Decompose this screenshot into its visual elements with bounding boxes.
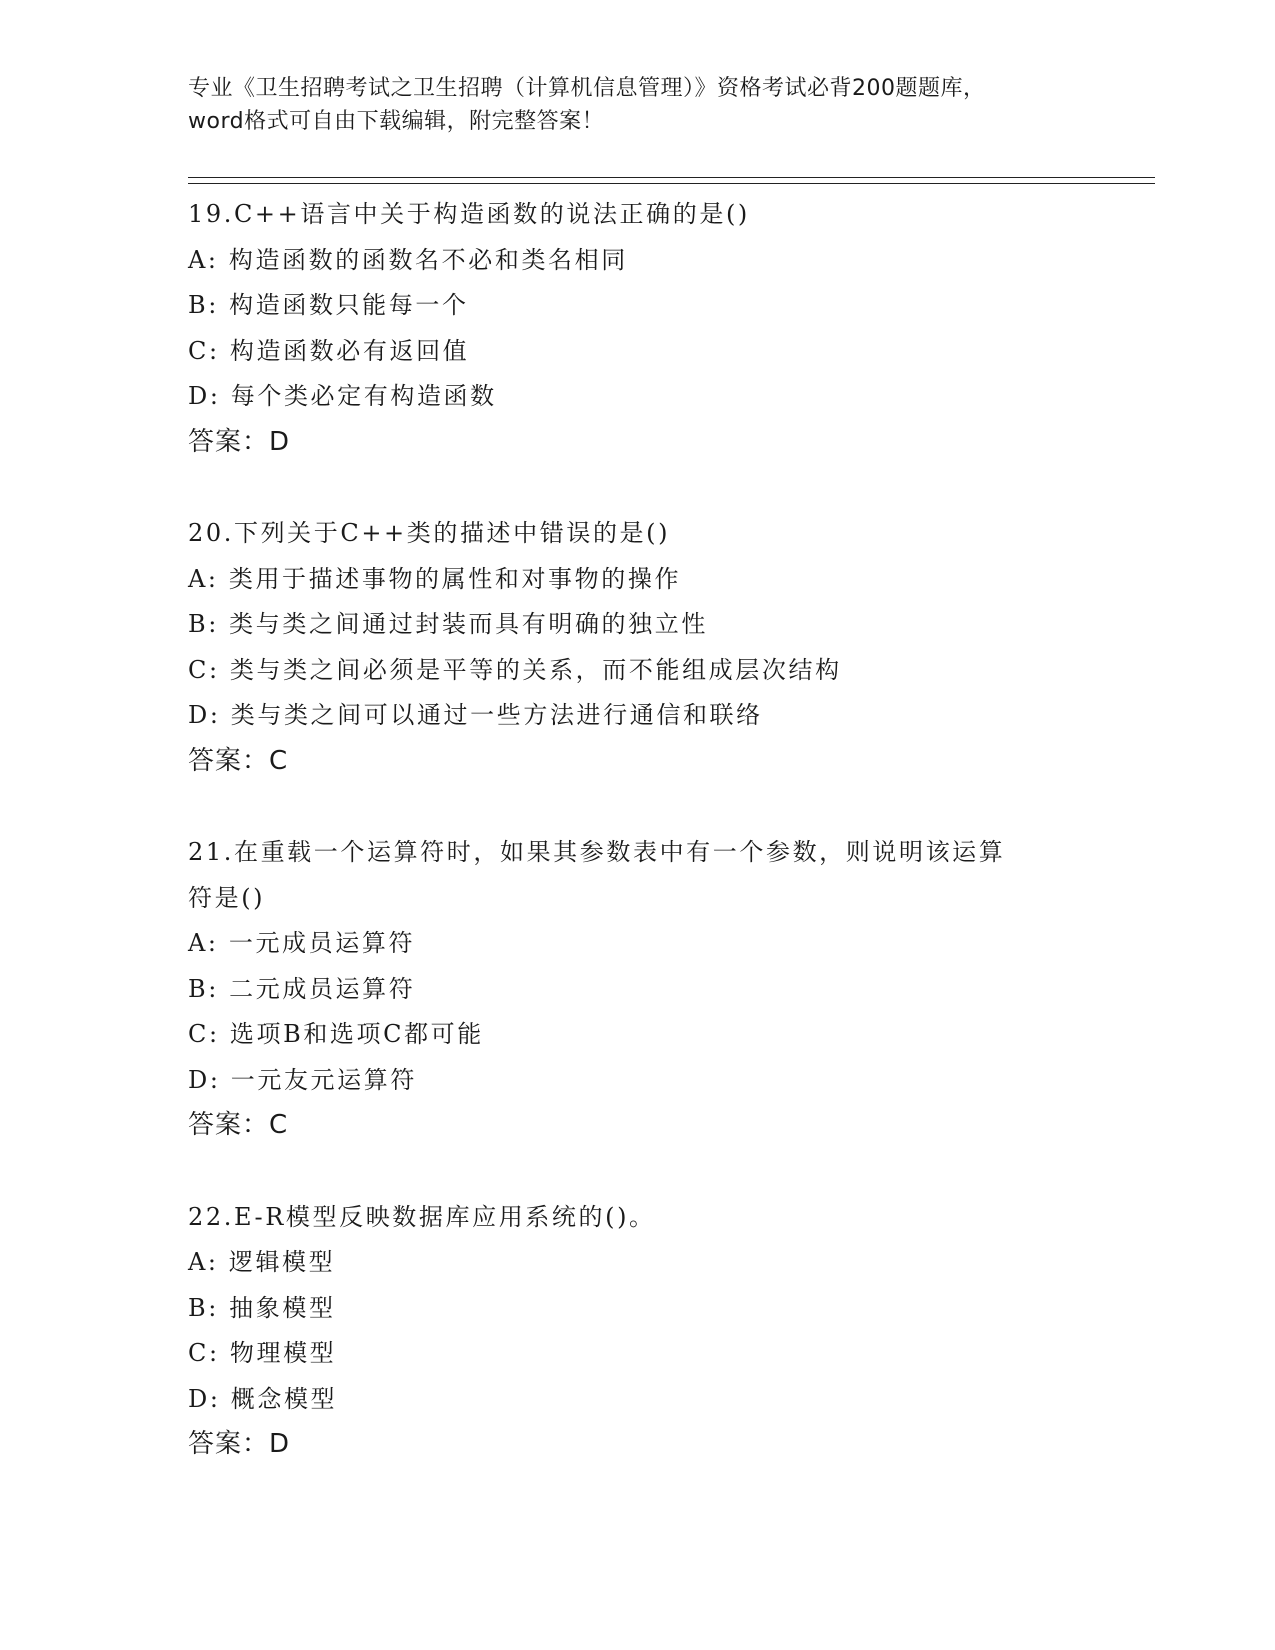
question-stem: 19.C++语言中关于构造函数的说法正确的是() — [188, 200, 750, 228]
answer-label: 答案：C — [188, 1110, 289, 1140]
option-b: B: 二元成员运算符 — [188, 974, 416, 1003]
option-a: A: 类用于描述事物的属性和对事物的操作 — [188, 564, 682, 593]
header-title-line-2: word格式可自由下载编辑，附完整答案！ — [188, 109, 605, 134]
option-d: D: 概念模型 — [188, 1384, 338, 1413]
answer-label: 答案：D — [188, 1429, 291, 1459]
header-divider-bottom — [188, 183, 1155, 184]
question-21 — [188, 830, 1088, 1149]
option-b: B: 类与类之间通过封装而具有明确的独立性 — [188, 610, 708, 638]
question-19 — [188, 192, 1088, 465]
question-22 — [188, 1195, 1088, 1468]
option-a: A: 构造函数的函数名不必和类名相同 — [188, 245, 628, 274]
header-divider-top — [188, 177, 1155, 178]
question-list — [188, 192, 1088, 1514]
question-stem: 20.下列关于C++类的描述中错误的是() — [188, 519, 671, 547]
option-c: C: 类与类之间必须是平等的关系，而不能组成层次结构 — [188, 655, 842, 684]
question-stem: 21.在重载一个运算符时，如果其参数表中有一个参数，则说明该运算 — [188, 838, 1006, 866]
option-b: B: 抽象模型 — [188, 1293, 336, 1322]
answer-label: 答案：C — [188, 745, 289, 776]
option-d: D: 一元友元运算符 — [188, 1065, 417, 1094]
option-d: D: 类与类之间可以通过一些方法进行通信和联络 — [188, 701, 763, 729]
option-c: C: 选项B和选项C都可能 — [188, 1020, 484, 1048]
option-c: C: 构造函数必有返回值 — [188, 336, 470, 365]
question-20 — [188, 511, 1088, 784]
header-title-line-1: 专业《卫生招聘考试之卫生招聘（计算机信息管理）》资格考试必背200题题库， — [188, 76, 986, 101]
question-stem-continued: 符是() — [188, 883, 266, 912]
question-stem: 22.E-R模型反映数据库应用系统的()。 — [188, 1202, 656, 1231]
option-c: C: 物理模型 — [188, 1339, 337, 1367]
answer-label: 答案：D — [188, 426, 291, 457]
option-a: A: 一元成员运算符 — [188, 929, 416, 957]
option-b: B: 构造函数只能每一个 — [188, 291, 469, 319]
document-header — [188, 72, 1088, 138]
option-a: A: 逻辑模型 — [188, 1248, 336, 1276]
option-d: D: 每个类必定有构造函数 — [188, 382, 497, 410]
